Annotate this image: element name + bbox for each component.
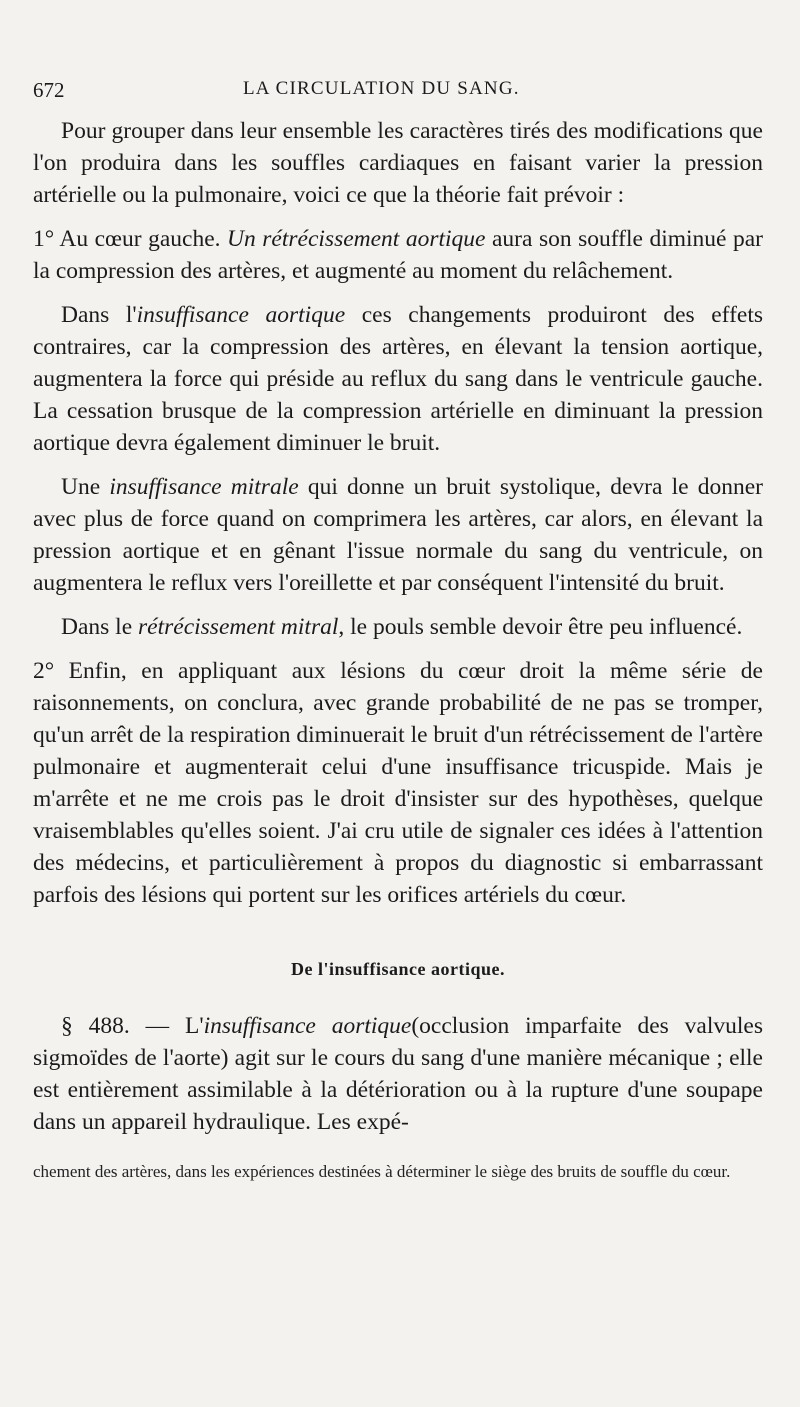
- paragraph-text: Dans l': [61, 302, 137, 328]
- paragraph-insuffisance-aortique: [33, 299, 763, 459]
- paragraph-text: Dans le: [61, 614, 139, 640]
- paragraph-text: qui donne un bruit systolique, devra le donner avec plus de force quand on comprimera les artères, car alors, en élevant la pression aortique et en gênant l'issue normale du sang du ventricule, on augmentera le reflux vers l'oreillette et par conséquent l'intensité du bruit.: [33, 474, 763, 596]
- paragraph-insuffisance-mitrale: [33, 471, 763, 599]
- paragraph-text: 1° Au cœur gauche.: [33, 226, 228, 252]
- page-header: [33, 72, 768, 106]
- paragraph-text: (occlusion imparfaite des valvules sigmoïdes de l'aorte) agit sur le cours du sang d'une manière mécanique ; elle est entièrement assimilable à la détérioration ou à la rupture d'une soupape dans un appareil hydraulique. Les expé-: [33, 1013, 764, 1135]
- italic-term: insuffisance mitrale: [109, 474, 299, 500]
- footnote: chement des artères, dans les expériences destinées à déterminer le siège des bruits de souffle du cœur.: [33, 1162, 731, 1181]
- paragraph-text: , le pouls semble devoir être peu influencé.: [338, 614, 743, 640]
- paragraph-coeur-droit: 2° Enfin, en appliquant aux lésions du cœur droit la même série de raisonnements, on conclura, avec grande probabilité de ne pas se tromper, qu'un arrêt de la respiration diminuerait le bruit d'un rétrécissement de l'artère pulmonaire et augmenterait celui d'une insuffisance tricuspide. Mais je m'arrête et ne me crois pas le droit d'insister sur des hypothèses, quelque vraisemblables qu'elles soient. J'ai cru utile de signaler ces idées à l'attention des médecins, et particulièrement à propos du diagnostic si embarrassant parfois des lésions qui portent sur les orifices artériels du cœur.: [33, 658, 763, 908]
- italic-term: Un rétrécissement aortique: [227, 226, 486, 252]
- paragraph-section-488: [33, 1010, 763, 1138]
- page-body: [33, 115, 763, 1184]
- paragraph-text: § 488. — L': [61, 1013, 204, 1039]
- paragraph-text: Une: [61, 474, 110, 500]
- page-number: 672: [33, 78, 65, 102]
- section-heading: De l'insuffisance aortique.: [291, 959, 505, 979]
- paragraph-retrecissement-mitral: [33, 611, 763, 643]
- italic-term: insuffisance aortique: [136, 302, 346, 328]
- italic-term: insuffisance aortique: [203, 1013, 412, 1039]
- italic-term: rétrécissement mitral: [138, 614, 339, 640]
- paragraph-text: ces changements produiront des effets contraires, car la compression des artères, en élevant la tension aortique, augmentera la force qui préside au reflux du sang dans le ventricule gauche. La cessation brusque de la compression artérielle en diminuant la pression aortique devra également diminuer le bruit.: [33, 302, 763, 456]
- paragraph-coeur-gauche: [33, 223, 763, 287]
- running-head: LA CIRCULATION DU SANG.: [243, 78, 520, 99]
- paragraph-text: aura son souffle diminué par la compression des artères, et augmenté au moment du relâchement.: [33, 226, 764, 284]
- paragraph-intro: Pour grouper dans leur ensemble les caractères tirés des modifications que l'on produira dans les souffles cardiaques en faisant varier la pression artérielle ou la pulmonaire, voici ce que la théorie fait prévoir :: [33, 118, 763, 208]
